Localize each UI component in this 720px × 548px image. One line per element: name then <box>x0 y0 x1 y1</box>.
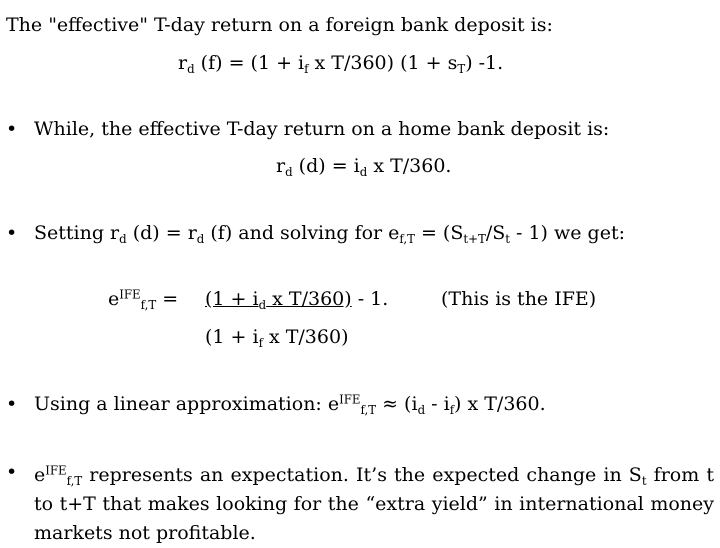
home-return-item: While, the effective T-day return on a home bank deposit is: <box>34 118 610 140</box>
foreign-return-formula: $r_d$ $(f) = (1 + i_f$ x T/360) $(1 + s_T)$ -1. <box>178 52 504 77</box>
bullet-marker: • <box>6 118 18 140</box>
home-return-formula: $r_d$ $(d) = i_d$ x T/360. <box>276 155 452 180</box>
bullet-marker: • <box>6 393 18 415</box>
ife-note: (This is the IFE) <box>441 288 597 310</box>
bullet-marker: • <box>6 222 18 244</box>
bullet-marker: • <box>6 461 18 483</box>
ife-denominator: ($1 + i_f$ x T/360) <box>205 326 349 351</box>
expectation-item: $e^{IFE}_{f,T}$ represents an expectation. It’s the expected change in $S_t$ from t to t+T that makes looking for the “extra yield” in international money markets not profitable. <box>34 463 714 544</box>
solving-item: Setting $r_d$ $(d) = r_d$ (f) and solving for $e_{f,T} = (S_{t+T}/S_t - 1)$ we get: <box>34 222 625 247</box>
intro-line: The "effective" T-day return on a foreign bank deposit is: <box>6 14 553 36</box>
ife-lhs: $e^{IFE}_{f,T}$ = <box>108 287 179 313</box>
linear-approx-item: Using a linear approximation: $e^{IFE}_{f,T} \approx (i_d - i_f)$ x T/360. <box>34 392 546 418</box>
ife-numerator: ($1 + i_d$ x T/360) - 1. <box>205 288 389 313</box>
